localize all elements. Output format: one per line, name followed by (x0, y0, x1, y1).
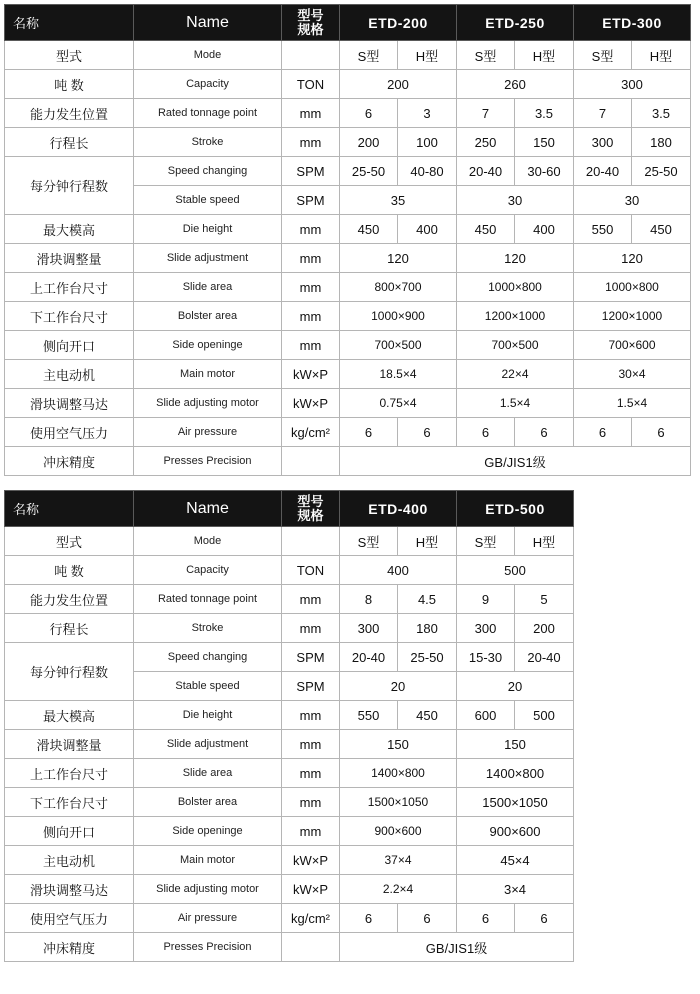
value-cell: S型 (340, 527, 398, 556)
value-cell: 450 (632, 215, 691, 244)
row-label-en: Slide area (134, 759, 282, 788)
row-label-en: Rated tonnage point (134, 99, 282, 128)
value-cell: 180 (398, 614, 457, 643)
row-label-en: Rated tonnage point (134, 585, 282, 614)
row-label-en: Slide adjusting motor (134, 389, 282, 418)
unit-cell: kW×P (282, 360, 340, 389)
row-label-cn: 滑块调整马达 (5, 389, 134, 418)
header-model: ETD-500 (457, 491, 574, 527)
table-row (5, 157, 691, 186)
row-label-en: Stable speed (134, 186, 282, 215)
value-cell: 3.5 (632, 99, 691, 128)
value-cell: 700×600 (574, 331, 691, 360)
unit-cell: mm (282, 244, 340, 273)
value-cell: S型 (574, 41, 632, 70)
row-label-cn: 最大模高 (5, 701, 134, 730)
header-name-cn: 名称 (5, 491, 134, 527)
unit-cell: TON (282, 70, 340, 99)
value-cell: 6 (457, 418, 515, 447)
value-cell: 900×600 (340, 817, 457, 846)
value-cell: 1000×900 (340, 302, 457, 331)
row-label-cn: 侧向开口 (5, 817, 134, 846)
row-label-en: Die height (134, 701, 282, 730)
table-row (5, 302, 691, 331)
value-cell: GB/JIS1级 (340, 447, 691, 476)
value-cell: 7 (574, 99, 632, 128)
value-cell: 20-40 (515, 643, 574, 672)
unit-cell: mm (282, 273, 340, 302)
value-cell: 260 (457, 70, 574, 99)
value-cell: 18.5×4 (340, 360, 457, 389)
value-cell: 300 (457, 614, 515, 643)
row-label-en: Speed changing (134, 157, 282, 186)
value-cell: 20-40 (457, 157, 515, 186)
value-cell: H型 (632, 41, 691, 70)
value-cell: 30×4 (574, 360, 691, 389)
value-cell: 20-40 (340, 643, 398, 672)
unit-cell: SPM (282, 672, 340, 701)
table-row (5, 331, 691, 360)
table-row (5, 643, 574, 672)
value-cell: 400 (398, 215, 457, 244)
row-label-cn: 主电动机 (5, 360, 134, 389)
table-row (5, 556, 574, 585)
row-label-cn: 主电动机 (5, 846, 134, 875)
row-label-en: Slide adjustment (134, 730, 282, 759)
value-cell: 450 (457, 215, 515, 244)
value-cell: 6 (398, 418, 457, 447)
value-cell: 400 (515, 215, 574, 244)
value-cell: 3 (398, 99, 457, 128)
value-cell: 900×600 (457, 817, 574, 846)
value-cell: 20-40 (574, 157, 632, 186)
table-row (5, 41, 691, 70)
unit-cell: SPM (282, 157, 340, 186)
row-label-cn: 行程长 (5, 128, 134, 157)
value-cell: 20 (340, 672, 457, 701)
value-cell: 1200×1000 (574, 302, 691, 331)
value-cell: 1.5×4 (574, 389, 691, 418)
value-cell: 3.5 (515, 99, 574, 128)
value-cell: 100 (398, 128, 457, 157)
unit-cell: mm (282, 128, 340, 157)
value-cell: 200 (340, 128, 398, 157)
table-header-row (5, 491, 574, 527)
table-row (5, 527, 574, 556)
row-label-en: Air pressure (134, 418, 282, 447)
table-row (5, 99, 691, 128)
value-cell: 25-50 (398, 643, 457, 672)
value-cell: 120 (457, 244, 574, 273)
header-name-en: Name (134, 5, 282, 41)
row-label-en: Mode (134, 41, 282, 70)
row-label-en: Side openinge (134, 331, 282, 360)
value-cell: 6 (515, 904, 574, 933)
value-cell: 9 (457, 585, 515, 614)
unit-cell: mm (282, 215, 340, 244)
unit-cell: mm (282, 331, 340, 360)
value-cell: 7 (457, 99, 515, 128)
value-cell: 6 (398, 904, 457, 933)
table-row (5, 215, 691, 244)
unit-cell: kg/cm² (282, 418, 340, 447)
value-cell: H型 (398, 41, 457, 70)
value-cell: H型 (515, 527, 574, 556)
value-cell: 1000×800 (457, 273, 574, 302)
row-label-en: Presses Precision (134, 447, 282, 476)
unit-cell: mm (282, 302, 340, 331)
row-label-cn: 滑块调整量 (5, 730, 134, 759)
value-cell: 1400×800 (340, 759, 457, 788)
value-cell: 4.5 (398, 585, 457, 614)
row-label-cn: 行程长 (5, 614, 134, 643)
value-cell: 45×4 (457, 846, 574, 875)
table-row (5, 585, 574, 614)
unit-cell (282, 447, 340, 476)
row-label-cn: 冲床精度 (5, 933, 134, 962)
row-label-en: Slide area (134, 273, 282, 302)
value-cell: 1400×800 (457, 759, 574, 788)
header-model: ETD-200 (340, 5, 457, 41)
value-cell: 6 (574, 418, 632, 447)
value-cell: 450 (398, 701, 457, 730)
value-cell: 400 (340, 556, 457, 585)
row-label-cn: 滑块调整马达 (5, 875, 134, 904)
value-cell: S型 (457, 527, 515, 556)
unit-cell (282, 41, 340, 70)
row-label-cn: 冲床精度 (5, 447, 134, 476)
row-label-en: Stroke (134, 128, 282, 157)
row-label-cn: 下工作台尺寸 (5, 788, 134, 817)
value-cell: 800×700 (340, 273, 457, 302)
table-header-row (5, 5, 691, 41)
unit-cell: kW×P (282, 846, 340, 875)
row-label-cn: 能力发生位置 (5, 99, 134, 128)
value-cell: 20 (457, 672, 574, 701)
value-cell: 200 (340, 70, 457, 99)
row-label-en: Presses Precision (134, 933, 282, 962)
table-row (5, 273, 691, 302)
row-label-cn: 每分钟行程数 (5, 157, 134, 215)
value-cell: 30 (574, 186, 691, 215)
row-label-en: Air pressure (134, 904, 282, 933)
value-cell: 120 (340, 244, 457, 273)
row-label-cn: 下工作台尺寸 (5, 302, 134, 331)
value-cell: 600 (457, 701, 515, 730)
table-row (5, 614, 574, 643)
value-cell: 6 (340, 904, 398, 933)
unit-cell: mm (282, 788, 340, 817)
value-cell: 150 (515, 128, 574, 157)
value-cell: H型 (398, 527, 457, 556)
value-cell: 37×4 (340, 846, 457, 875)
spec-table-etd-200-300 (4, 4, 691, 476)
value-cell: 30 (457, 186, 574, 215)
header-model: ETD-250 (457, 5, 574, 41)
row-label-cn: 能力发生位置 (5, 585, 134, 614)
value-cell: 300 (574, 70, 691, 99)
value-cell: 200 (515, 614, 574, 643)
row-label-cn: 吨 数 (5, 70, 134, 99)
value-cell: 180 (632, 128, 691, 157)
table-row (5, 128, 691, 157)
value-cell: S型 (340, 41, 398, 70)
row-label-en: Speed changing (134, 643, 282, 672)
value-cell: 550 (340, 701, 398, 730)
row-label-en: Side openinge (134, 817, 282, 846)
table-row (5, 447, 691, 476)
unit-cell: kg/cm² (282, 904, 340, 933)
header-model: ETD-300 (574, 5, 691, 41)
value-cell: 500 (457, 556, 574, 585)
value-cell: 2.2×4 (340, 875, 457, 904)
value-cell: GB/JIS1级 (340, 933, 574, 962)
row-label-en: Stable speed (134, 672, 282, 701)
unit-cell (282, 933, 340, 962)
table-row (5, 933, 574, 962)
value-cell: 3×4 (457, 875, 574, 904)
value-cell: H型 (515, 41, 574, 70)
row-label-en: Die height (134, 215, 282, 244)
row-label-cn: 使用空气压力 (5, 418, 134, 447)
unit-cell: mm (282, 701, 340, 730)
spec-table-etd-400-500 (4, 490, 574, 962)
value-cell: S型 (457, 41, 515, 70)
value-cell: 1500×1050 (457, 788, 574, 817)
row-label-cn: 上工作台尺寸 (5, 273, 134, 302)
value-cell: 120 (574, 244, 691, 273)
value-cell: 250 (457, 128, 515, 157)
value-cell: 25-50 (340, 157, 398, 186)
value-cell: 500 (515, 701, 574, 730)
value-cell: 0.75×4 (340, 389, 457, 418)
value-cell: 6 (457, 904, 515, 933)
value-cell: 150 (457, 730, 574, 759)
value-cell: 6 (340, 99, 398, 128)
table-row (5, 846, 574, 875)
unit-cell: mm (282, 730, 340, 759)
row-label-en: Capacity (134, 556, 282, 585)
row-label-cn: 最大模高 (5, 215, 134, 244)
table-row (5, 244, 691, 273)
unit-cell: mm (282, 817, 340, 846)
table-row (5, 875, 574, 904)
table-row (5, 730, 574, 759)
row-label-cn: 吨 数 (5, 556, 134, 585)
row-label-cn: 型式 (5, 527, 134, 556)
value-cell: 6 (340, 418, 398, 447)
unit-cell: SPM (282, 186, 340, 215)
table-row (5, 70, 691, 99)
row-label-en: Bolster area (134, 302, 282, 331)
value-cell: 700×500 (457, 331, 574, 360)
header-model-spec: 型号 规格 (282, 5, 340, 41)
value-cell: 40-80 (398, 157, 457, 186)
value-cell: 1500×1050 (340, 788, 457, 817)
table-row (5, 759, 574, 788)
table-row (5, 360, 691, 389)
table-row (5, 788, 574, 817)
row-label-cn: 滑块调整量 (5, 244, 134, 273)
value-cell: 6 (632, 418, 691, 447)
unit-cell: SPM (282, 643, 340, 672)
value-cell: 300 (574, 128, 632, 157)
row-label-en: Slide adjusting motor (134, 875, 282, 904)
header-model: ETD-400 (340, 491, 457, 527)
value-cell: 150 (340, 730, 457, 759)
row-label-cn: 侧向开口 (5, 331, 134, 360)
row-label-en: Slide adjustment (134, 244, 282, 273)
row-label-en: Stroke (134, 614, 282, 643)
value-cell: 8 (340, 585, 398, 614)
unit-cell: mm (282, 614, 340, 643)
header-name-en: Name (134, 491, 282, 527)
value-cell: 15-30 (457, 643, 515, 672)
value-cell: 300 (340, 614, 398, 643)
row-label-en: Mode (134, 527, 282, 556)
table-row (5, 418, 691, 447)
unit-cell: kW×P (282, 389, 340, 418)
header-model-spec: 型号 规格 (282, 491, 340, 527)
value-cell: 1000×800 (574, 273, 691, 302)
value-cell: 22×4 (457, 360, 574, 389)
value-cell: 5 (515, 585, 574, 614)
value-cell: 1.5×4 (457, 389, 574, 418)
row-label-cn: 型式 (5, 41, 134, 70)
value-cell: 30-60 (515, 157, 574, 186)
table-row (5, 389, 691, 418)
unit-cell: kW×P (282, 875, 340, 904)
row-label-en: Bolster area (134, 788, 282, 817)
value-cell: 1200×1000 (457, 302, 574, 331)
unit-cell: mm (282, 585, 340, 614)
row-label-en: Main motor (134, 846, 282, 875)
row-label-cn: 每分钟行程数 (5, 643, 134, 701)
unit-cell: mm (282, 759, 340, 788)
value-cell: 700×500 (340, 331, 457, 360)
value-cell: 6 (515, 418, 574, 447)
value-cell: 25-50 (632, 157, 691, 186)
header-name-cn: 名称 (5, 5, 134, 41)
row-label-cn: 上工作台尺寸 (5, 759, 134, 788)
table-row (5, 701, 574, 730)
unit-cell (282, 527, 340, 556)
table-row (5, 817, 574, 846)
value-cell: 450 (340, 215, 398, 244)
unit-cell: mm (282, 99, 340, 128)
row-label-cn: 使用空气压力 (5, 904, 134, 933)
value-cell: 550 (574, 215, 632, 244)
row-label-en: Main motor (134, 360, 282, 389)
row-label-en: Capacity (134, 70, 282, 99)
unit-cell: TON (282, 556, 340, 585)
table-row (5, 904, 574, 933)
value-cell: 35 (340, 186, 457, 215)
